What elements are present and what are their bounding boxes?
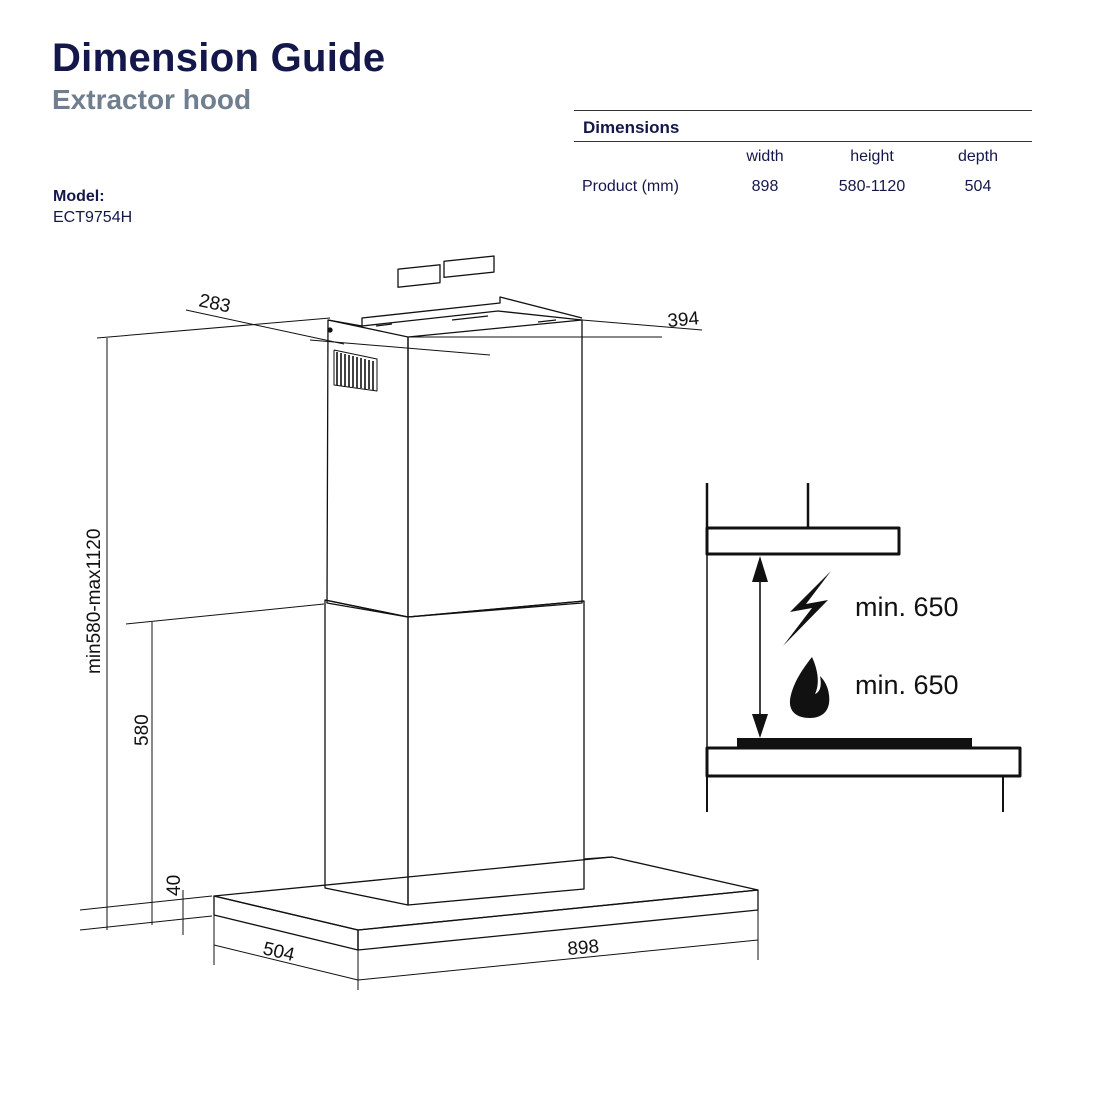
clearance-label-electric: min. 650 [855, 592, 959, 622]
mounting-bracket [362, 297, 582, 326]
clearance-diagram [707, 483, 1020, 812]
dim-label-top-width: 394 [666, 308, 701, 332]
clearance-label-gas: min. 650 [855, 670, 959, 700]
upper-chimney-left-face [327, 320, 408, 617]
arrow-head-down [752, 714, 768, 738]
row-label-product: Product (mm) [582, 178, 679, 195]
model-label: Model: [53, 188, 105, 205]
hood-canopy-outline [707, 528, 899, 554]
dim-label-canopy-depth: 504 [260, 938, 297, 967]
dim-label-canopy-thickness: 40 [164, 874, 185, 896]
dim-label-top-depth: 283 [196, 290, 233, 318]
column-header-height: height [850, 148, 894, 165]
value-height: 580-1120 [838, 178, 906, 195]
canopy-left-edge [214, 896, 358, 950]
canopy-front-edge [358, 890, 758, 950]
chimney-screw [328, 328, 332, 332]
arrow-head-up [752, 556, 768, 582]
dim-label-total-height: min580-max1120 [84, 528, 105, 674]
worktop-outline [707, 748, 1020, 776]
page-title: Dimension Guide [52, 36, 386, 80]
dimensions-table-title: Dimensions [574, 111, 1032, 142]
value-width: 898 [751, 178, 779, 195]
upper-chimney-front-face [408, 320, 582, 617]
bracket-plate-2 [444, 256, 494, 277]
vent-grille [334, 350, 377, 391]
column-header-depth: depth [957, 148, 999, 165]
canopy-top [214, 857, 758, 930]
dim-label-lower-height: 580 [132, 714, 153, 746]
lower-chimney-left-face [325, 600, 408, 905]
bracket-plate [398, 265, 440, 287]
page-subtitle: Extractor hood [52, 84, 252, 115]
lower-chimney-front-face [408, 601, 584, 905]
hood-drawing [214, 256, 758, 950]
value-depth: 504 [964, 178, 992, 195]
lightning-icon [783, 571, 831, 646]
model-value: ECT9754H [53, 209, 133, 226]
column-header-width: width [746, 148, 784, 165]
flame-icon [790, 657, 829, 718]
dim-label-canopy-width: 898 [566, 936, 601, 960]
